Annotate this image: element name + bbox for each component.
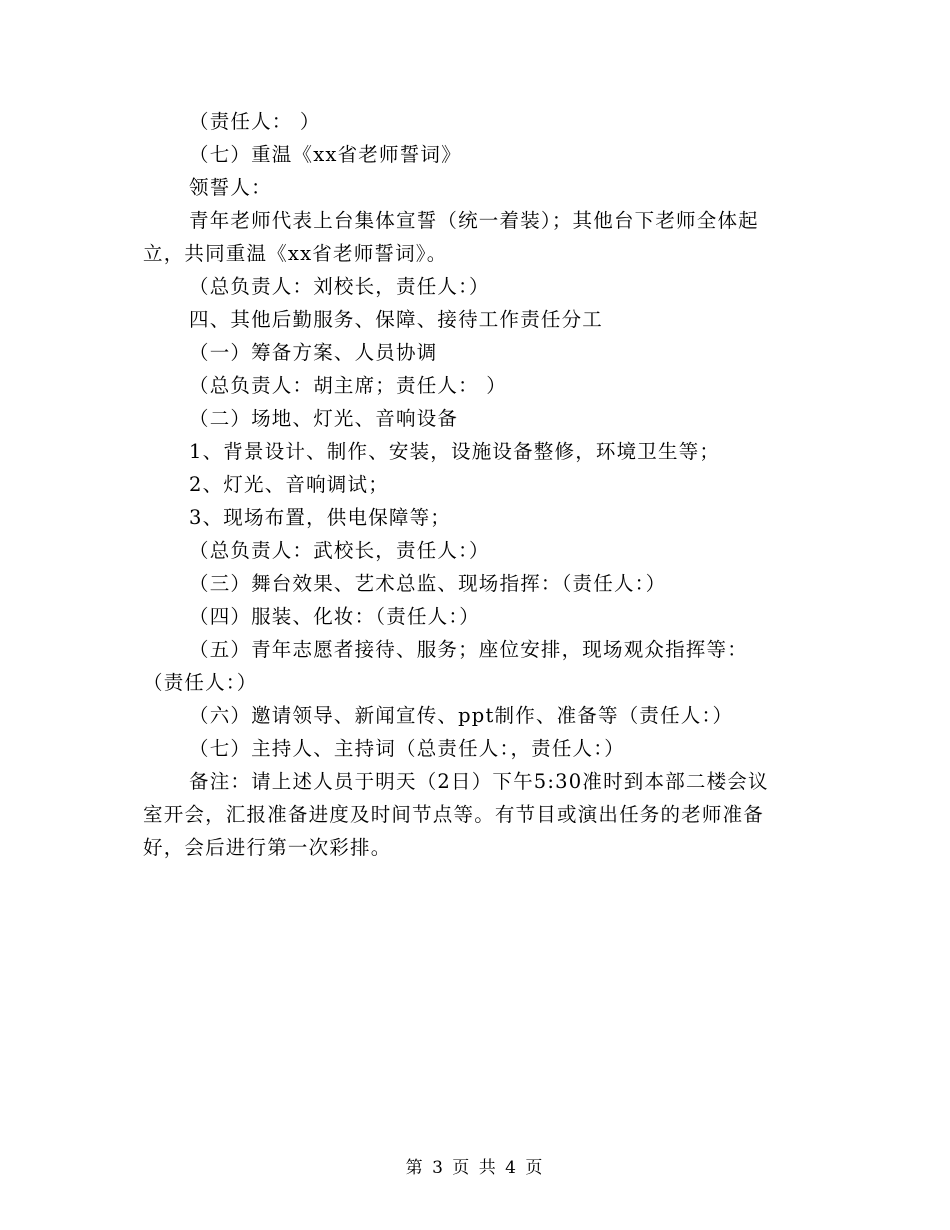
text-line: 领誓人：: [189, 176, 272, 199]
list-item: 3、现场布置，供电保障等；: [189, 506, 452, 529]
page-number-footer: 第 3 页 共 4 页: [405, 1158, 545, 1178]
document-body: [143, 105, 803, 864]
section-heading: （七）重温《xx省老师誓词》: [189, 143, 462, 166]
subsection-heading: （七）主持人、主持词（总责任人：，责任人：）: [189, 737, 625, 760]
note-line: 备注：请上述人员于明天（2日）下午5:30准时到本部二楼会议: [189, 770, 769, 793]
text-line: （总负责人：刘校长，责任人：）: [189, 275, 490, 298]
paragraph-line: 青年老师代表上台集体宣誓（统一着装）；其他台下老师全体起: [189, 209, 759, 232]
note-line: 好，会后进行第一次彩排。: [143, 836, 392, 859]
list-item: 2、灯光、音响调试；: [189, 473, 389, 496]
subsection-heading: （一）筹备方案、人员协调: [189, 341, 438, 364]
paragraph-line: 立，共同重温《xx省老师誓词》。: [143, 242, 448, 265]
section-heading: 四、其他后勤服务、保障、接待工作责任分工: [189, 308, 604, 331]
text-line: （总负责人：胡主席；责任人： ）: [189, 374, 507, 397]
text-line: （责任人： ）: [189, 110, 321, 133]
paragraph-line: （责任人：）: [143, 671, 258, 694]
list-item: 1、背景设计、制作、安装，设施设备整修，环境卫生等；: [189, 440, 721, 463]
subsection-heading: （二）场地、灯光、音响设备: [189, 407, 459, 430]
text-line: （总负责人：武校长，责任人：）: [189, 539, 490, 562]
subsection-heading: （四）服装、化妆：（责任人：）: [189, 605, 481, 628]
subsection-heading: （三）舞台效果、艺术总监、现场指挥：（责任人：）: [189, 572, 667, 595]
subsection-heading: （六）邀请领导、新闻宣传、ppt制作、准备等（责任人：）: [189, 704, 734, 727]
paragraph-line: （五）青年志愿者接待、服务；座位安排，现场观众指挥等：: [189, 638, 748, 661]
note-line: 室开会，汇报准备进度及时间节点等。有节目或演出任务的老师准备: [143, 803, 765, 826]
